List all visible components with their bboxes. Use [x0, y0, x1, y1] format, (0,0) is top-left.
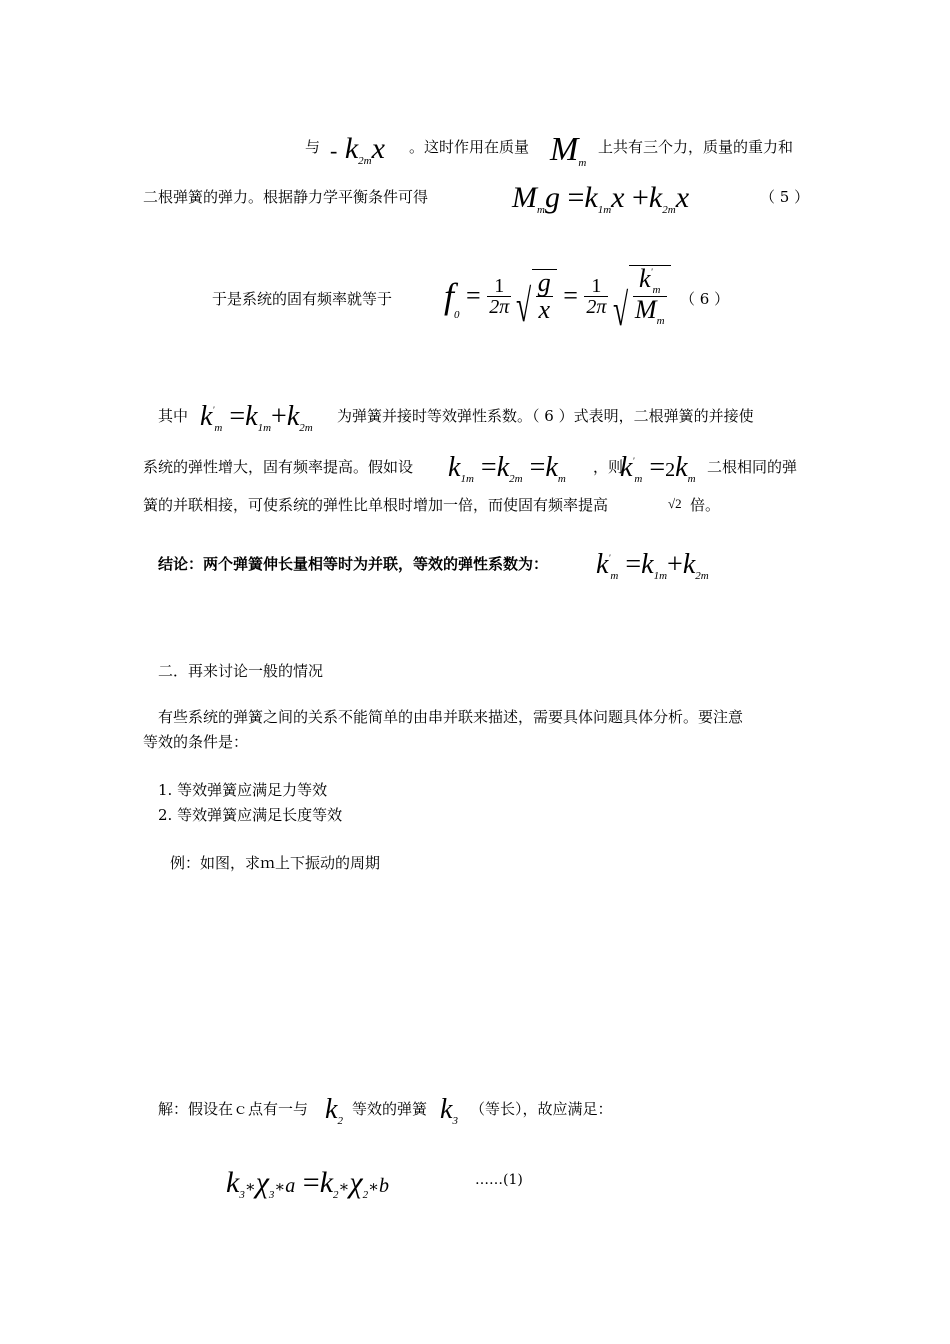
text-line-4-lead: 其中 [158, 407, 189, 425]
formula-k3: $k_3$ [440, 1094, 458, 1127]
solution-lead: 解：假设在ｃ点有一与 [158, 1100, 309, 1118]
conclusion-text: 结论：两个弹簧伸长量相等时为并联，等效的弹性系数为： [158, 555, 549, 573]
formula-k1-k2-km: $k_{1m} =k_{2m} =k_m$ [448, 452, 566, 485]
formula-eq1: $k_3∗\chi_3∗a$ $=k_2∗\chi_2∗b$ [226, 1166, 389, 1201]
list-item: 2. 等效弹簧应满足长度等效 [158, 806, 343, 824]
paragraph-7-line-2: 等效的条件是： [143, 733, 249, 751]
formula-km-prime-sum: $k'_m =k_{1m}+k_{2m}$ [200, 401, 313, 434]
text-line-4-tail: 为弹簧并接时等效弹性系数。（ 6 ）式表明，二根弹簧的并接使 [337, 407, 754, 425]
list-item: 1. 等效弹簧应满足力等效 [158, 781, 328, 799]
text-line-5-mid: ，则 [593, 458, 624, 476]
formula-natural-frequency: $f_0$ = $\frac{1}{2\pi}$ √ $\frac{g}{x}$ = $\frac{1}{2\pi}$ √ $\frac{k'_m}{M_m}$ [444, 265, 671, 327]
section-heading-2: 二．再来讨论一般的情况 [158, 662, 324, 680]
text-line-5-tail: 二根相同的弹 [707, 458, 798, 476]
text-line-5-lead: 系统的弹性增大，固有频率提高。假如设 [143, 458, 414, 476]
formula-k2: $k_2$ [325, 1094, 343, 1127]
text-line-6: 簧的并联相接，可使系统的弹性比单根时增加一倍，而使固有频率提高 [143, 496, 609, 514]
paragraph-7-line-1: 有些系统的弹簧之间的关系不能简单的由串并联来描述，需要具体问题具体分析。要注意 [158, 708, 744, 726]
eq1-label: ……(1) [475, 1172, 523, 1188]
formula-neg-k2m-x: - $k_{2m}x$ [330, 132, 385, 167]
eq6-label: （ 6 ） [680, 290, 730, 308]
text-line-1-mid: 。这时作用在质量 [409, 138, 530, 156]
eq5-label: （ 5 ） [760, 188, 810, 206]
text-line-2: 二根弹簧的弹力。根据静力学平衡条件可得 [143, 188, 429, 206]
formula-km-prime-2km: $k'_m =2k_m$ [620, 452, 696, 485]
formula-conclusion: $k'_m =k_{1m}+k_{2m}$ [596, 549, 709, 582]
text-line-3: 于是系统的固有频率就等于 [212, 290, 393, 308]
text-line-1-tail: 上共有三个力，质量的重力和 [598, 138, 794, 156]
solution-tail: （等长），故应满足： [470, 1100, 613, 1118]
example-text: 例：如图，求ｍ上下振动的周期 [170, 854, 381, 872]
solution-mid: 等效的弹簧 [352, 1100, 428, 1118]
text-line-6-tail: 倍。 [690, 496, 721, 514]
text-line-1-lead: 与 [305, 138, 321, 156]
formula-sqrt2: √2 [668, 496, 682, 511]
formula-equilibrium: $M_mg =k_{1m}x +k_{2m}x$ [512, 181, 690, 216]
formula-Mm: Mm [550, 131, 587, 169]
